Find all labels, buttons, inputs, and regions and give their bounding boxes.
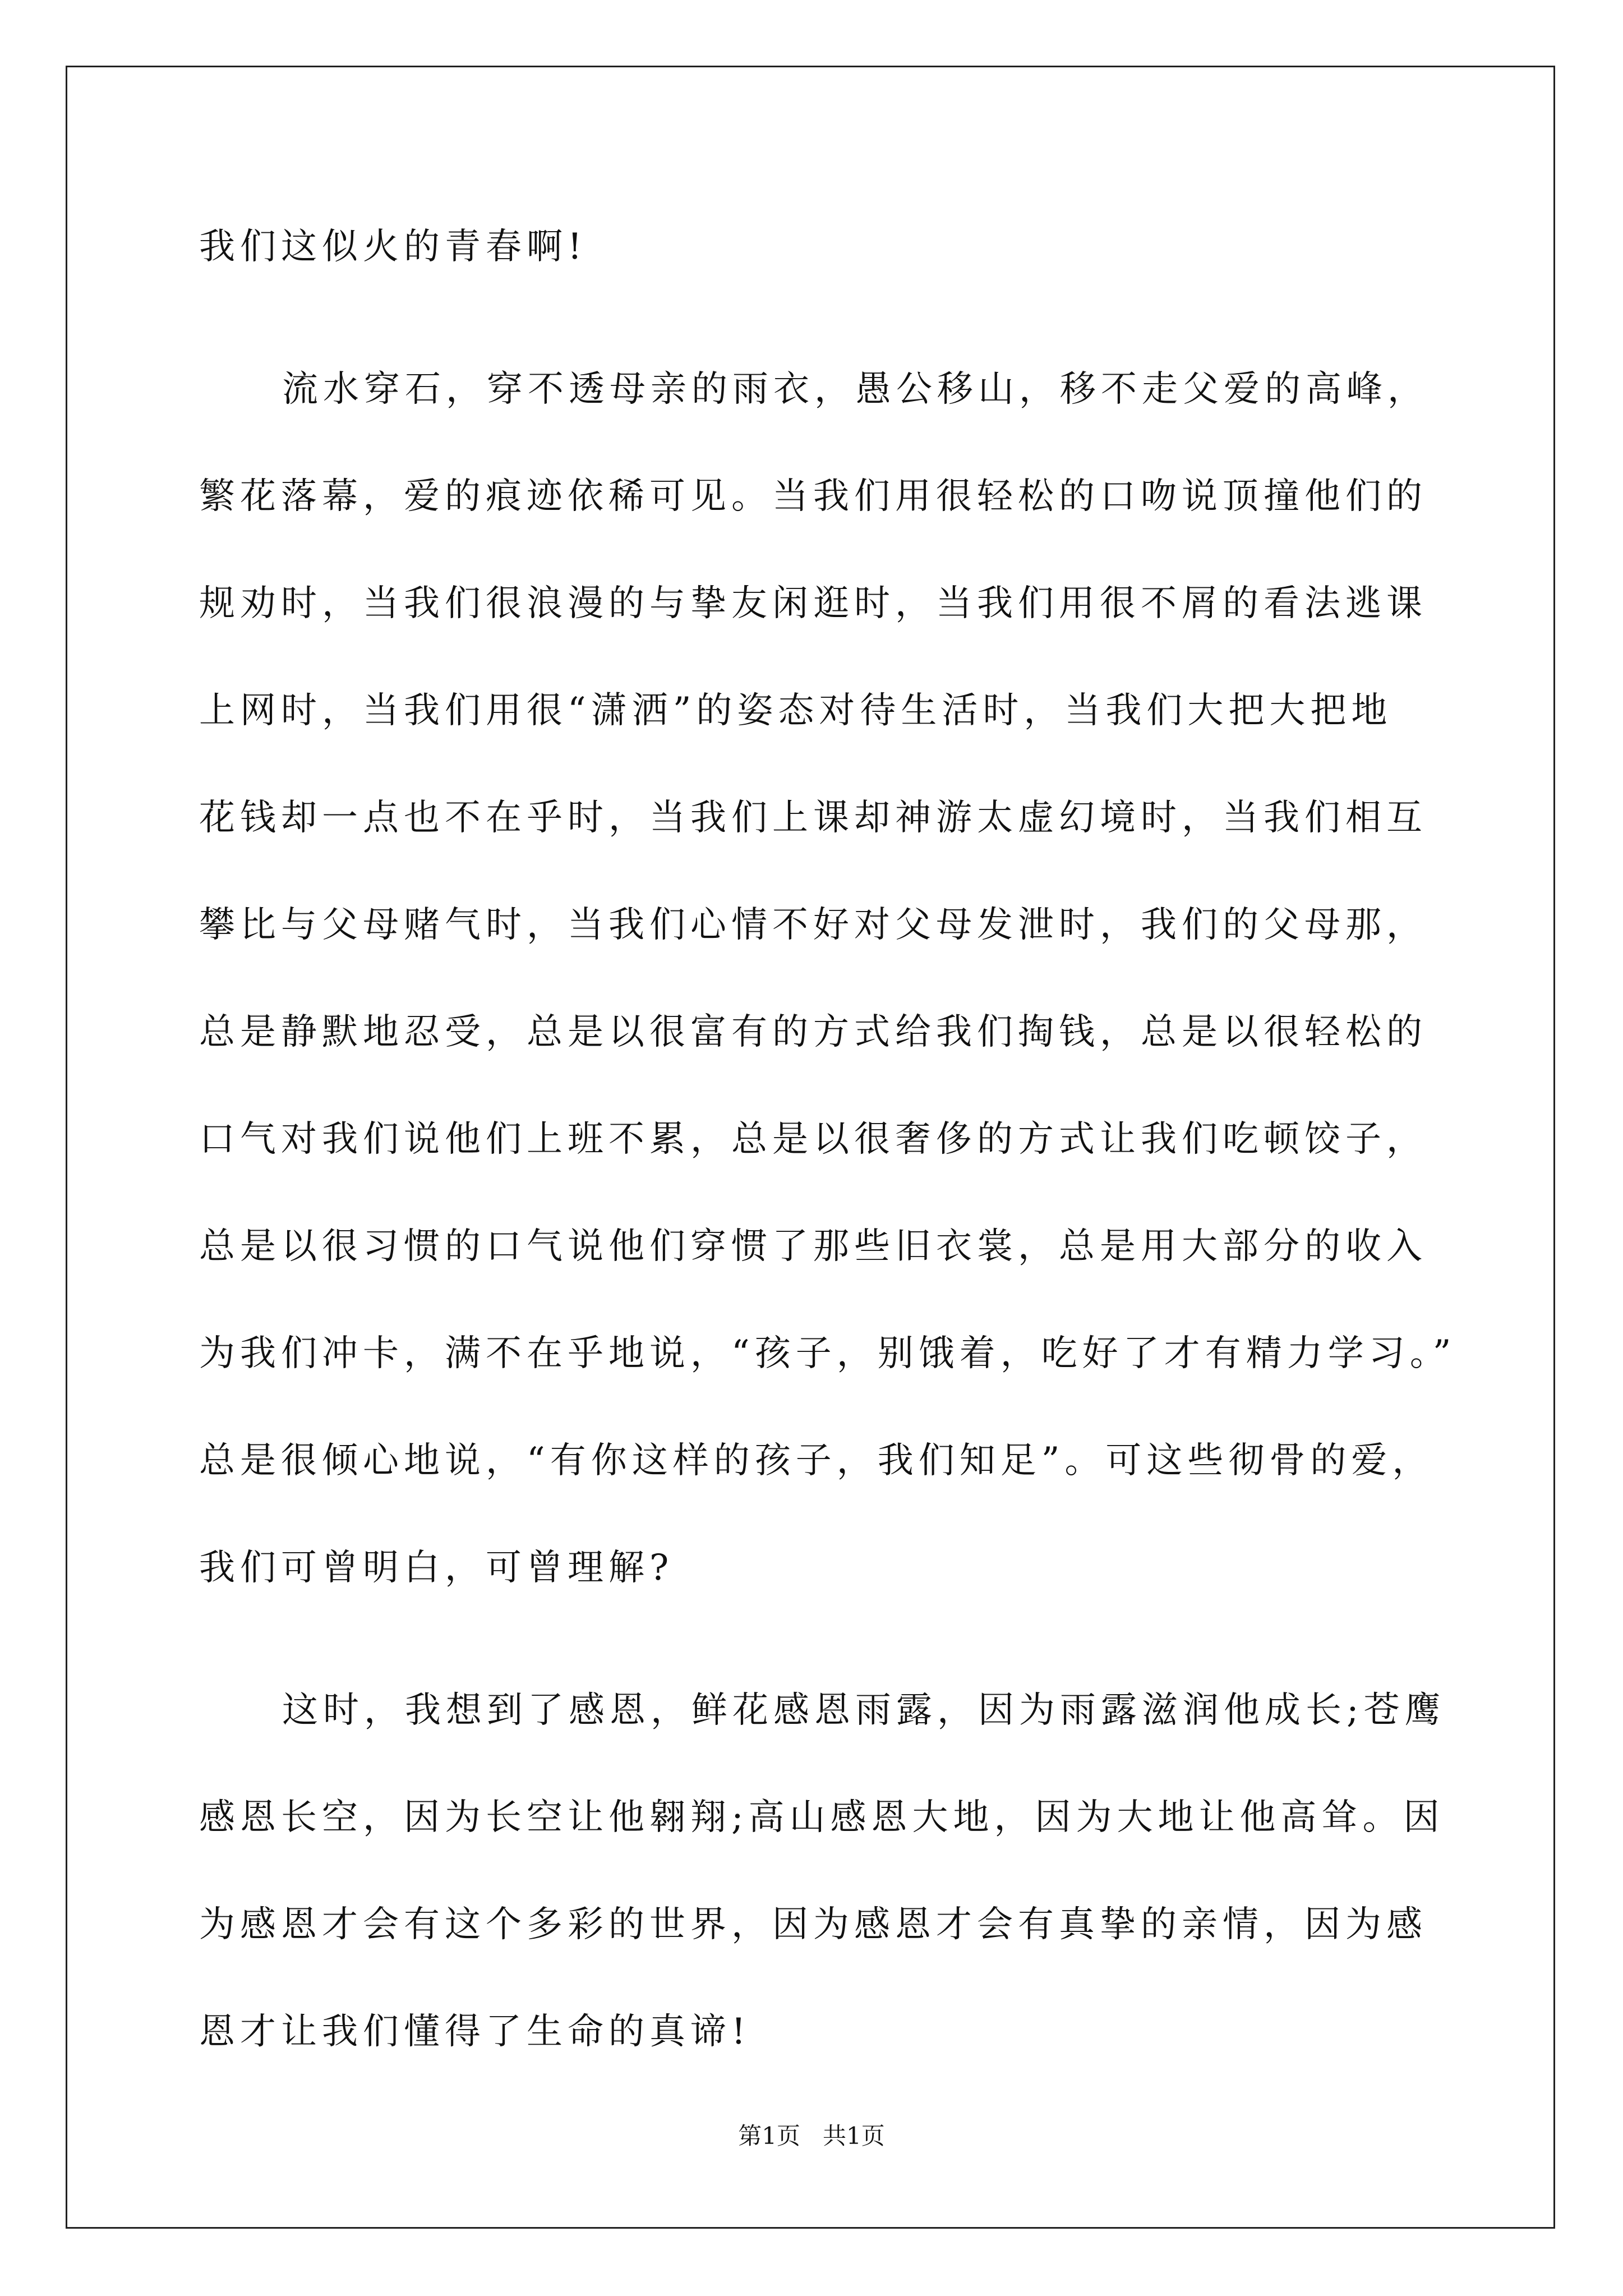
text-line: 感恩长空，因为长空让他翱翔;高山感恩大地，因为大地让他高耸。因 [199,1797,1445,1838]
paragraph [199,1677,1450,2105]
text-line: 为我们冲卡，满不在乎地说，“孩子，别饿着，吃好了才有精力学习。” [199,1333,1456,1374]
paragraph-gap [199,1641,1450,1677]
text-line: 我们这似火的青春啊! [199,226,587,268]
paragraph [199,213,1450,320]
text-line: 总是以很习惯的口气说他们穿惯了那些旧衣裳，总是用大部分的收入 [199,1226,1427,1267]
paragraph-gap [199,320,1450,356]
text-line: 总是很倾心地说，“有你这样的孩子，我们知足”。可这些彻骨的爱， [199,1440,1433,1481]
text-line: 规劝时，当我们很浪漫的与挚友闲逛时，当我们用很不屑的看法逃课 [199,583,1427,624]
text-line: 攀比与父母赌气时，当我们心情不好对父母发泄时，我们的父母那， [199,904,1427,946]
text-line: 我们可曾明白，可曾理解? [199,1547,674,1589]
text-line: 流水穿石，穿不透母亲的雨衣，愚公移山，移不走父爱的高峰， [282,369,1428,410]
page-footer: 第1页 共1页 [738,2122,885,2150]
text-line: 这时，我想到了感恩，鲜花感恩雨露，因为雨露滋润他成长;苍鹰 [282,1690,1446,1731]
paragraph [199,356,1456,1641]
text-line: 繁花落幕，爱的痕迹依稀可见。当我们用很轻松的口吻说顶撞他们的 [199,476,1427,517]
text-line: 恩才让我们懂得了生命的真谛! [199,2011,751,2053]
text-line: 总是静默地忍受，总是以很富有的方式给我们掏钱，总是以很轻松的 [199,1011,1427,1053]
text-line: 为感恩才会有这个多彩的世界，因为感恩才会有真挚的亲情，因为感 [199,1904,1427,1945]
text-line: 口气对我们说他们上班不累，总是以很奢侈的方式让我们吃顿饺子， [199,1119,1427,1160]
document-body [199,213,1456,2105]
text-line: 上网时，当我们用很“潇洒”的姿态对待生活时，当我们大把大把地 [199,690,1393,731]
text-line: 花钱却一点也不在乎时，当我们上课却神游太虚幻境时，当我们相互 [199,797,1427,839]
